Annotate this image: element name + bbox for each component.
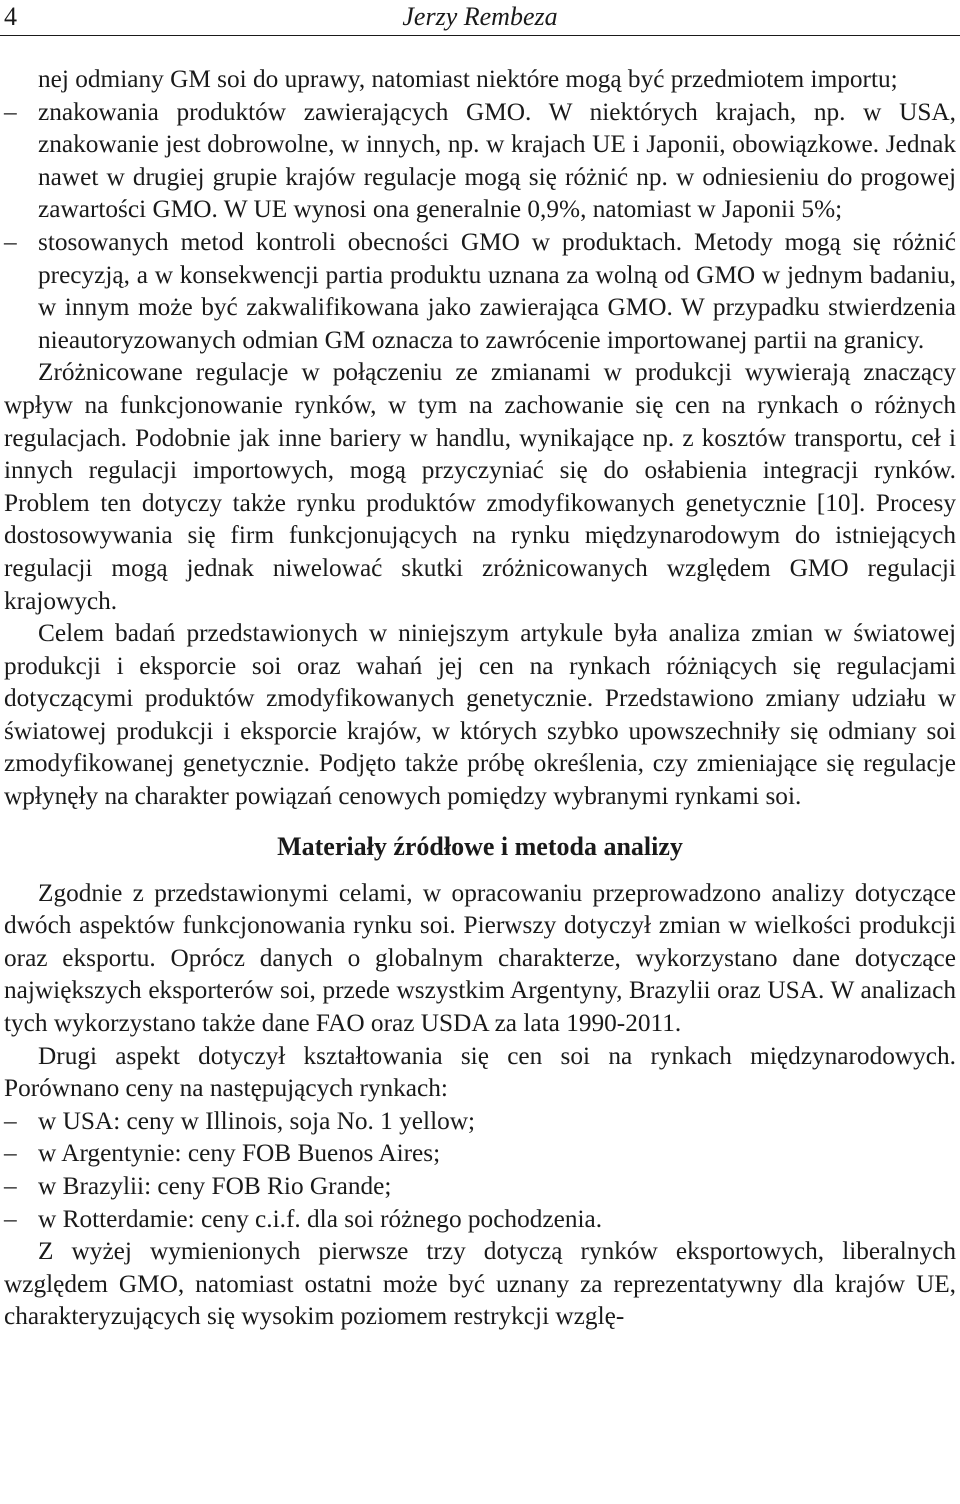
paragraph: Drugi aspekt dotyczył kształtowania się cen soi na rynkach międzynarodowych. Porównano ceny na następujących rynkach: (4, 1041, 956, 1103)
requirements-list (4, 63, 956, 356)
paragraph: Zróżnicowane regulacje w połączeniu ze zmianami w produkcji wywierają znaczący wpływ na funkcjonowanie rynków, w tym na zachowanie się cen na rynkach o różnych regulacjach. Podobnie jak inne bariery w handlu, wynikające np. z kosztów transportu, ceł i innych regulacji importowych, mogą przyczyniać się do osłabienia integracji rynków. Problem ten dotyczy także rynku produktów zmodyfikowanych genetycznie [10]. Procesy dostosowywania się firm funkcjonujących na rynku międzynarodowym do istniejących regulacji mogą jednak niwelować skutki zróżnicowanych względem GMO regulacji krajowych. (4, 358, 956, 615)
list-item (4, 1105, 956, 1138)
list-dash: – (4, 1139, 17, 1168)
list-item (4, 63, 956, 96)
section-heading: Materiały źródłowe i metoda analizy (277, 831, 683, 861)
list-item (4, 96, 956, 226)
page-header (0, 0, 960, 36)
list-item-text: nej odmiany GM soi do uprawy, natomiast niektóre mogą być przedmiotem importu; (38, 65, 898, 93)
header-rule (0, 35, 960, 36)
list-dash: – (4, 1172, 17, 1200)
markets-list (4, 1105, 956, 1235)
list-item-text: stosowanych metod kontroli obecności GMO w produktach. Metody mogą się różnić precyzją, a w konsekwencji partia produktu uznana za wolną od GMO w jednym badaniu, w innym może być zakwalifikowana jako zawierająca GMO. W przypadku stwierdzenia nieautoryzowanych odmian GM oznacza to zawrócenie importowanej partii na granicy. (38, 227, 956, 354)
list-item (4, 1137, 956, 1170)
paragraph: Zgodnie z przedstawionymi celami, w opracowaniu przeprowadzono analizy dotyczące dwóch aspektów funkcjonowania rynku soi. Pierwszy dotyczył zmian w wielkości produkcji oraz eksportu. Oprócz danych o globalnym charakterze, wykorzystano dane dotyczące największych eksporterów soi, przede wszystkim Argentyny, Brazylii oraz USA. W analizach tych wykorzystano także dane FAO oraz USDA za lata 1990-2011. (4, 878, 956, 1038)
page-number: 4 (4, 2, 17, 31)
list-dash: – (4, 97, 17, 126)
list-dash: – (4, 1106, 17, 1135)
list-item-text: w USA: ceny w Illinois, soja No. 1 yellow; (38, 1106, 476, 1135)
list-item-text: w Brazylii: ceny FOB Rio Grande; (38, 1172, 392, 1200)
list-item-text: w Argentynie: ceny FOB Buenos Aires; (38, 1139, 441, 1168)
list-item (4, 1203, 956, 1236)
list-dash: – (4, 1204, 17, 1233)
list-item (4, 226, 956, 356)
list-dash: – (4, 227, 17, 256)
list-item-text: znakowania produktów zawierających GMO. W niektórych krajach, np. w USA, znakowanie jest dobrowolne, w innych, np. w krajach UE i Japonii, obowiązkowe. Jednak nawet w drugiej grupie krajów regulacje mogą się różnić np. w odniesieniu do progowej zawartości GMO. W UE wynosi ona generalnie 0,9%, natomiast w Japonii 5%; (38, 97, 956, 224)
list-item-text: w Rotterdamie: ceny c.i.f. dla soi różnego pochodzenia. (38, 1204, 603, 1233)
list-item (4, 1170, 956, 1203)
running-head-author: Jerzy Rembeza (402, 2, 558, 31)
paragraph: Z wyżej wymienionych pierwsze trzy dotyczą rynków eksportowych, liberalnych względem GMO, natomiast ostatni może być uznany za reprezentatywny dla krajów UE, charakteryzujących się wysokim poziomem restrykcji wzglę- (4, 1237, 956, 1331)
paragraph: Celem badań przedstawionych w niniejszym artykule była analiza zmian w światowej produkcji i eksporcie soi oraz wahań jej cen na rynkach różniących się regulacjami dotyczącymi produktów zmodyfikowanych genetycznie. Przedstawiono zmiany udziału w światowej produkcji i eksporcie krajów, w których szybko upowszechniły się odmiany soi zmodyfikowanej genetycznie. Podjęto także próbę określenia, czy zmieniające się regulacje wpłynęły na charakter powiązań cenowych pomiędzy wybranymi rynkami soi. (4, 619, 956, 811)
page-body (4, 63, 956, 1333)
